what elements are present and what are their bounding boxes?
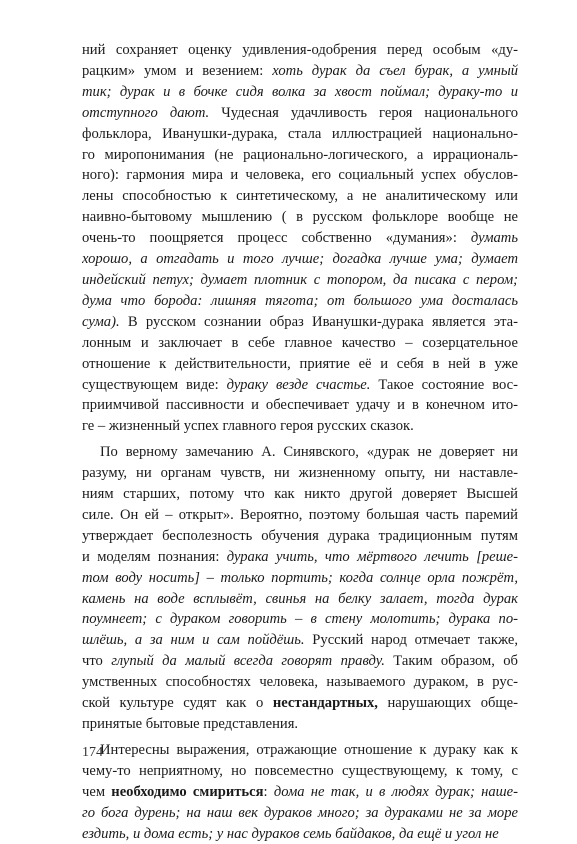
italic-text: отступного дают.: [82, 104, 210, 121]
italic-text: го бога дурень; на наш век дураков много; за дураками не за море: [82, 804, 518, 821]
text-run: По верному замечанию А. Синявского, «дурак не доверяет ни: [100, 444, 518, 461]
italic-text: тик; дурак и в бочке сидя волка за хвост поймал; дураку-то и: [82, 83, 518, 100]
text-line: [82, 291, 518, 312]
text-line: [82, 589, 518, 610]
text-line: [82, 714, 518, 735]
text-line: [82, 186, 518, 207]
italic-text: дума что борода: лишняя тягота; от большого ума досталась: [82, 292, 518, 309]
text-line: [82, 693, 518, 714]
text-line: [82, 672, 518, 693]
italic-text: камень на воде всплывёт, свинья на белку залает, тогда дурак: [82, 590, 518, 607]
paragraph: [82, 442, 518, 735]
text-run: лонным и заключает в себе главное качество – созерцательное: [82, 334, 518, 351]
text-run: приимчивой пассивности и обеспечивает удачу и в конечном ито-: [82, 397, 518, 414]
italic-text: дома не так, и в людях дурак; нашe-: [273, 783, 518, 800]
text-run: отношение к действительности, приятие её и себя в ней в уже: [82, 355, 518, 372]
page-number: 174: [82, 745, 103, 760]
text-run: го миропонимания (не рационально-логического, а иррациональ-: [82, 146, 518, 163]
text-run: ниям старших, потому что как никто другой доверяет Высшей: [82, 486, 518, 503]
text-line: [82, 354, 518, 375]
italic-text: глупый да малый всегда говорят правду.: [111, 653, 385, 670]
italic-text: ездить, и дома есть; у нас дураков семь байдаков, да ещё и угол не: [82, 825, 499, 842]
text-run: нарушающих обще-: [377, 695, 518, 712]
italic-text: шлёшь, а за ним и сам пойдёшь.: [82, 632, 305, 649]
text-line: [82, 61, 518, 82]
italic-text: дураку везде счастье.: [226, 376, 371, 393]
paragraph: [82, 40, 518, 437]
italic-text: том воду носить] – только портить; когда солнце орла пожрёт,: [82, 569, 518, 586]
text-run: наивно-бытовому мышлению ( в русском фольклоре вообще не: [82, 209, 518, 226]
text-run: :: [263, 783, 274, 800]
text-run: Чудесная удачливость героя национального: [209, 104, 518, 121]
bold-text: необходимо смириться: [111, 783, 264, 800]
text-line: [82, 609, 518, 630]
book-page-text: [82, 40, 518, 844]
text-line: [82, 651, 518, 672]
paragraph: [82, 740, 518, 844]
text-line: [82, 395, 518, 416]
text-run: существующем виде:: [82, 376, 227, 393]
text-run: фольклора, Иванушки-дурака, стала иллюстрацией национально-: [82, 125, 518, 142]
text-run: рацким» умом и везением:: [82, 62, 273, 79]
text-line: [82, 228, 518, 249]
text-run: Такое состояние вос-: [370, 376, 518, 393]
text-run: умственных способностях человека, называемого дураком, в рус-: [82, 674, 518, 691]
text-line: [82, 505, 518, 526]
text-line: [82, 40, 518, 61]
text-line: [82, 333, 518, 354]
text-line: [82, 145, 518, 166]
italic-text: хорошо, а отгадать и того лучше; догадка лучше ума; думает: [82, 251, 518, 268]
text-line: [82, 207, 518, 228]
text-run: утверждает бесполезность обучения дурака традиционным путям: [82, 527, 518, 544]
text-run: Таким образом, об: [384, 653, 518, 670]
text-run: ской культуре судят как о: [82, 695, 273, 712]
text-line: [82, 547, 518, 568]
text-run: и моделям познания:: [82, 548, 227, 565]
text-line: [82, 249, 518, 270]
text-line: [82, 312, 518, 333]
text-run: что: [82, 653, 112, 670]
italic-text: дурака учить, что мёртвого лечить [реше-: [226, 548, 518, 565]
text-line: [82, 124, 518, 145]
italic-text: думать: [470, 230, 518, 247]
text-line: [82, 568, 518, 589]
text-line: [82, 463, 518, 484]
text-run: Интересны выражения, отражающие отношение к дураку как к: [100, 741, 518, 758]
text-line: [82, 824, 518, 844]
text-line: [82, 484, 518, 505]
text-line: [82, 82, 518, 103]
text-line: [82, 270, 518, 291]
text-line: [82, 740, 518, 761]
text-line: [82, 782, 518, 803]
text-line: [82, 165, 518, 186]
bold-text: нестандартных,: [272, 695, 378, 712]
italic-text: хоть дурак да съел бурак, а умный: [272, 62, 518, 79]
text-run: принятые бытовые представления.: [82, 716, 299, 732]
text-line: [82, 442, 518, 463]
text-line: [82, 375, 518, 396]
text-run: разуму, ни органам чувств, ни жизненному опыту, ни наставле-: [82, 465, 518, 482]
text-line: [82, 803, 518, 824]
text-run: ний сохраняет оценку удивления-одобрения перед особым «ду-: [82, 42, 518, 58]
text-line: [82, 416, 518, 437]
text-run: чем: [82, 783, 112, 800]
text-run: силе. Он ей – открыт». Вероятно, поэтому большая часть паремий: [82, 506, 518, 523]
text-line: [82, 630, 518, 651]
text-run: ного): гармония мира и человека, его социальный успех обуслов-: [82, 167, 518, 184]
text-line: [82, 761, 518, 782]
text-run: ге – жизненный успех главного героя русских сказок.: [82, 418, 414, 435]
text-run: В русском сознании образ Иванушки-дурака является эта-: [119, 313, 518, 330]
text-run: чему-то неприятному, но повсеместно существующему, к тому, с: [82, 762, 518, 779]
italic-text: индейский петух; думает плотник с топором, да писака с пером;: [82, 271, 518, 288]
italic-text: поумнеет; с дураком говорить – в стену молотить; дурака по-: [82, 611, 518, 628]
text-line: [82, 526, 518, 547]
text-line: [82, 103, 518, 124]
text-run: лены способностью к синтетическому, а не аналитическому или: [82, 188, 518, 205]
text-run: Русский народ отмечает также,: [304, 632, 518, 649]
italic-text: сума).: [82, 313, 120, 330]
text-run: очень-то поощряется процесс собственно «думания»:: [82, 230, 471, 247]
